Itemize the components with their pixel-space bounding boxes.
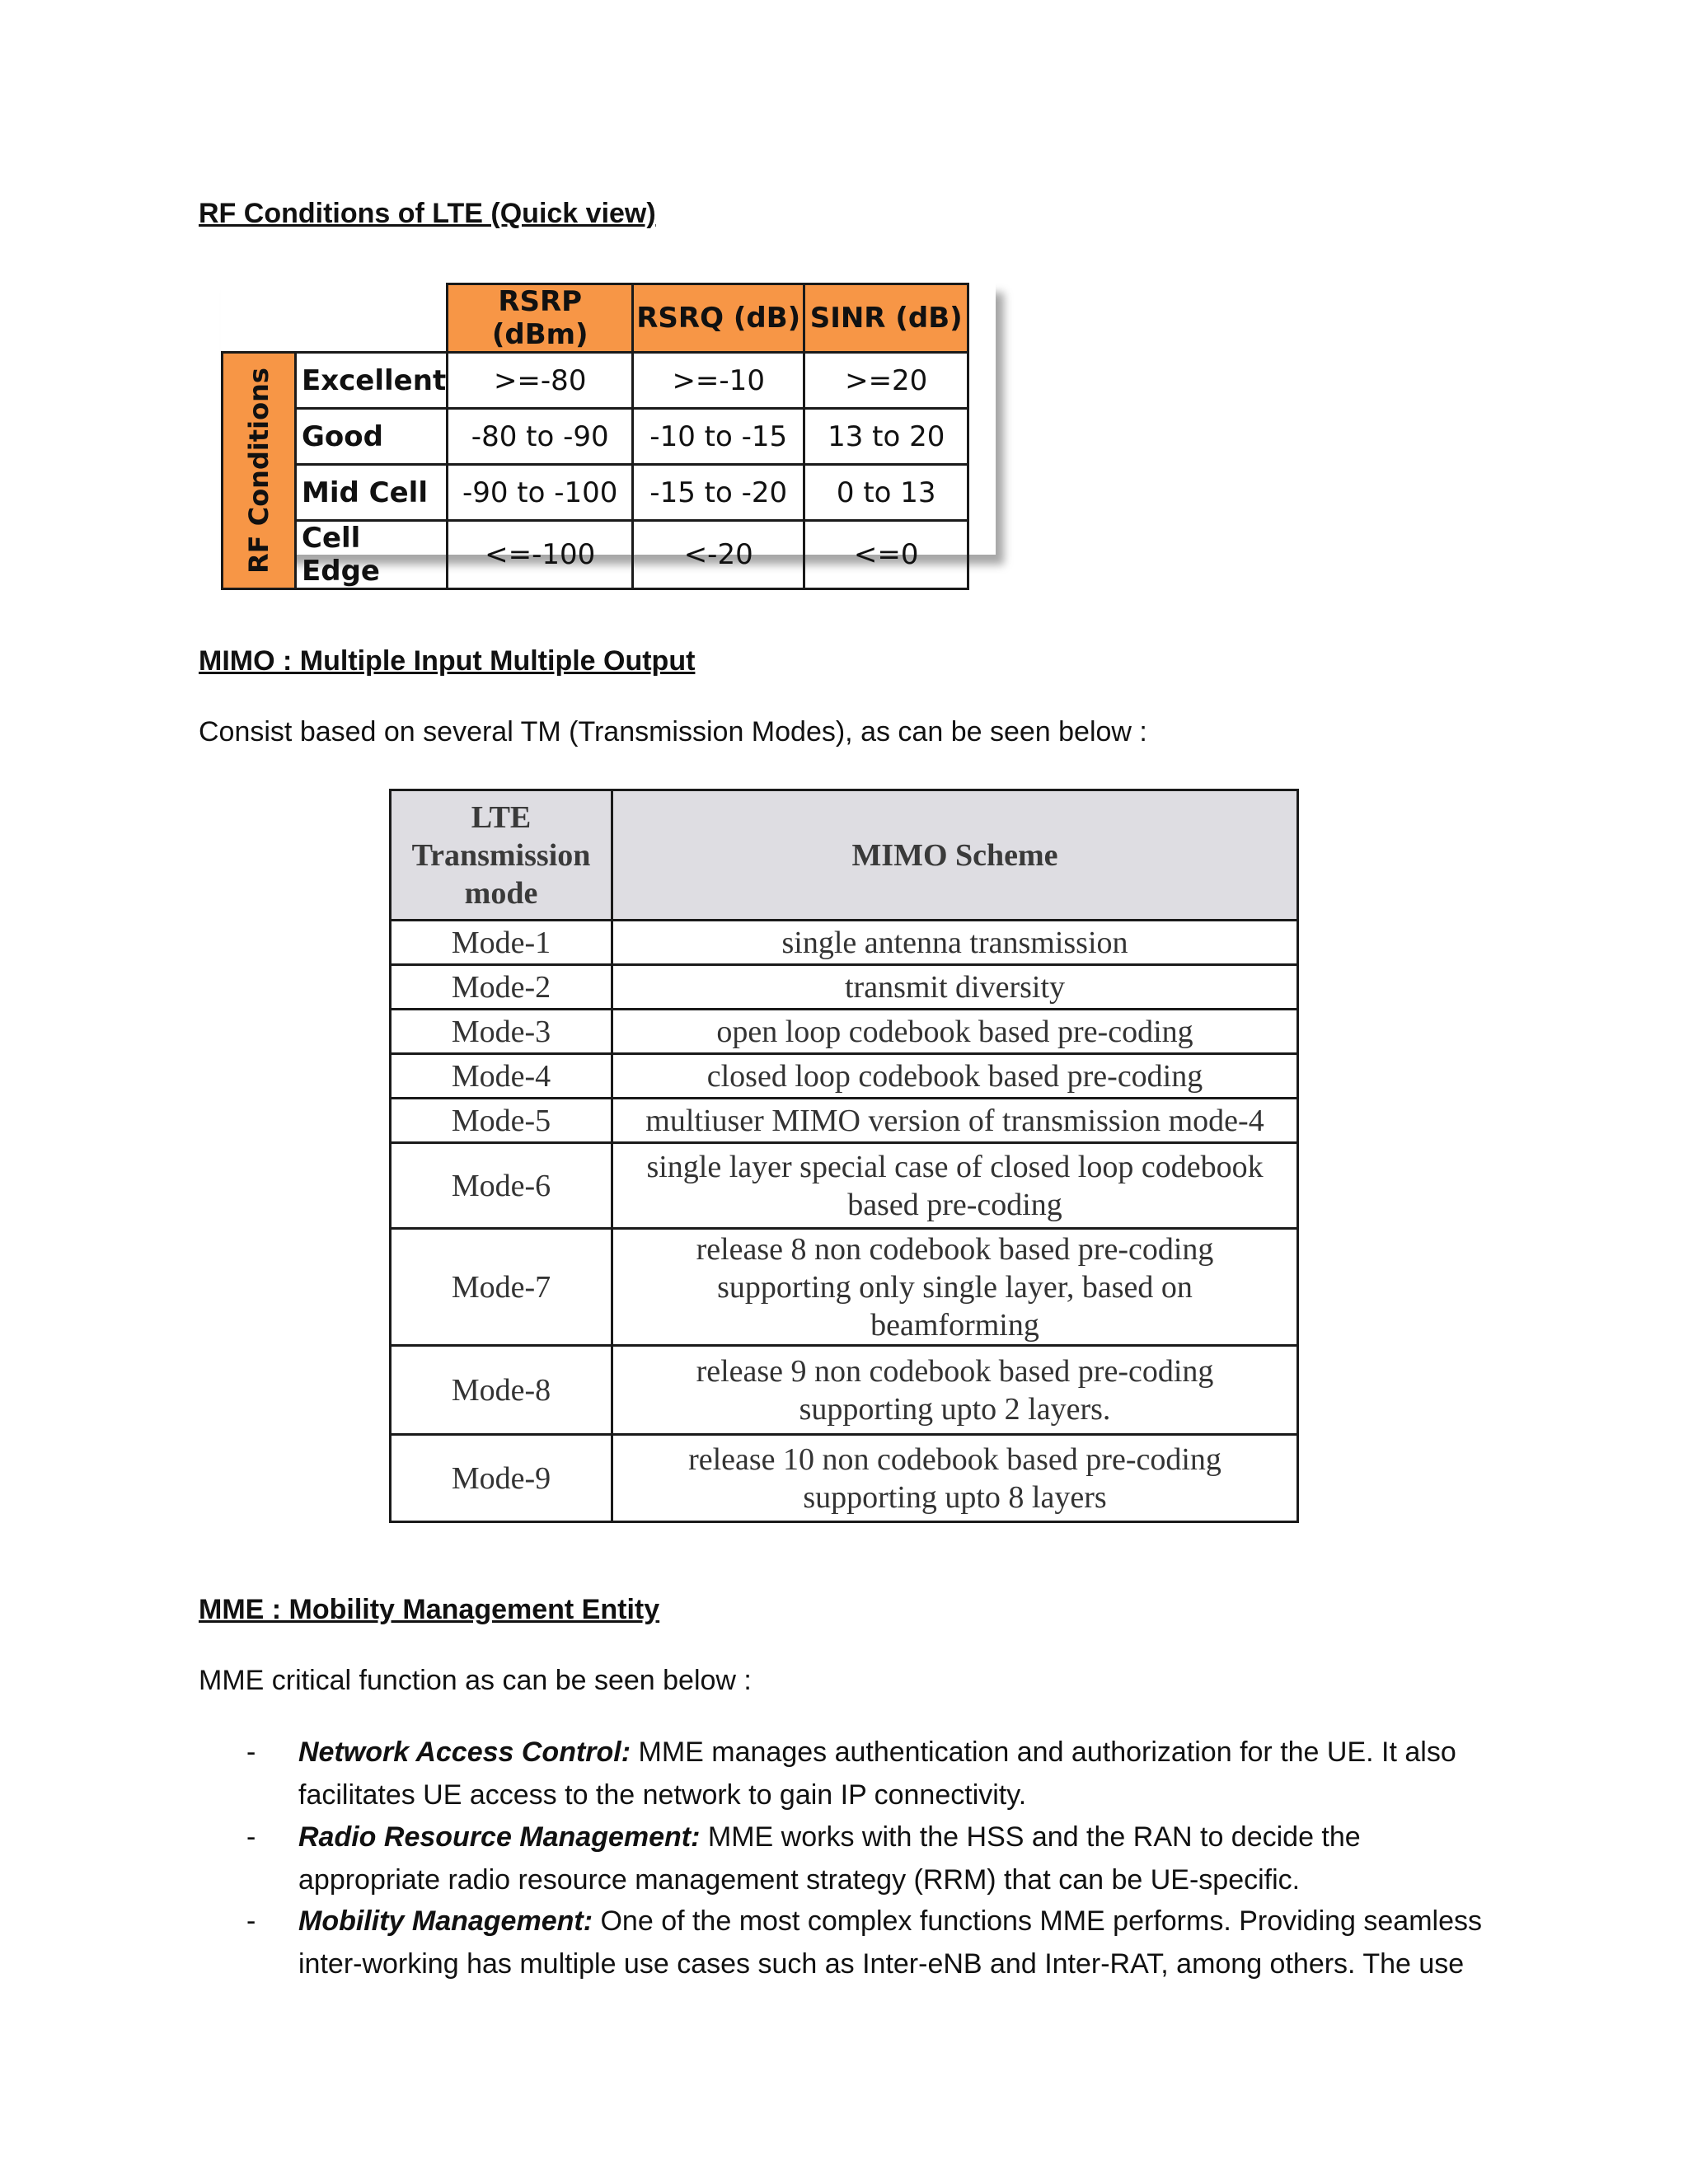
scheme-cell: release 10 non codebook based pre-coding supporting upto 8 layers bbox=[612, 1435, 1298, 1522]
rf-conditions-figure bbox=[221, 283, 996, 588]
rf-cell: >=-80 bbox=[448, 353, 633, 409]
mimo-heading: MIMO : Multiple Input Multiple Output bbox=[199, 645, 696, 677]
rf-row-label: Cell Edge bbox=[296, 521, 448, 589]
bullet-dash: - bbox=[246, 1905, 256, 1937]
table-row bbox=[391, 921, 1298, 965]
bullet-title: Network Access Control: bbox=[298, 1736, 631, 1768]
rf-row bbox=[223, 409, 968, 465]
mode-cell: Mode-1 bbox=[391, 921, 612, 965]
table-row bbox=[391, 1346, 1298, 1435]
rf-row-label: Excellent bbox=[296, 353, 448, 409]
rf-cell: 13 to 20 bbox=[804, 409, 968, 465]
list-item bbox=[199, 1816, 1484, 1901]
mme-heading: MME : Mobility Management Entity bbox=[199, 1594, 660, 1625]
mode-cell: Mode-7 bbox=[391, 1229, 612, 1346]
rf-cell: -15 to -20 bbox=[633, 465, 804, 521]
mode-cell: Mode-8 bbox=[391, 1346, 612, 1435]
rf-cell: <=0 bbox=[804, 521, 968, 589]
rf-cell: -10 to -15 bbox=[633, 409, 804, 465]
mimo-table bbox=[389, 789, 1299, 1523]
bullet-text: One of the most complex functions MME performs. Providing seamless inter-working has multiple use cases such as Inter-eNB and Inter-RAT, among others. The use bbox=[298, 1905, 1482, 1980]
bullet-dash: - bbox=[246, 1736, 256, 1768]
scheme-cell: release 9 non codebook based pre-coding supporting upto 2 layers. bbox=[612, 1346, 1298, 1435]
mimo-col-header-scheme: MIMO Scheme bbox=[612, 790, 1298, 921]
mme-intro: MME critical function as can be seen below : bbox=[199, 1665, 752, 1696]
list-item bbox=[199, 1900, 1484, 1985]
mode-cell: Mode-2 bbox=[391, 965, 612, 1010]
table-row bbox=[391, 1435, 1298, 1522]
rf-row bbox=[223, 465, 968, 521]
bullet-title: Radio Resource Management: bbox=[298, 1821, 701, 1853]
scheme-cell: single layer special case of closed loop codebook based pre-coding bbox=[612, 1143, 1298, 1229]
rf-heading: RF Conditions of LTE (Quick view) bbox=[199, 198, 656, 229]
scheme-cell: closed loop codebook based pre-coding bbox=[612, 1054, 1298, 1099]
rf-col-header: SINR (dB) bbox=[804, 284, 968, 353]
rf-cell: >=-10 bbox=[633, 353, 804, 409]
table-row bbox=[391, 965, 1298, 1010]
bullet-dash: - bbox=[246, 1821, 256, 1853]
scheme-cell: single antenna transmission bbox=[612, 921, 1298, 965]
mode-cell: Mode-9 bbox=[391, 1435, 612, 1522]
list-item bbox=[199, 1731, 1484, 1816]
rf-corner bbox=[223, 284, 448, 353]
mode-cell: Mode-5 bbox=[391, 1099, 612, 1143]
table-row bbox=[391, 1229, 1298, 1346]
rf-col-header: RSRQ (dB) bbox=[633, 284, 804, 353]
scheme-cell: open loop codebook based pre-coding bbox=[612, 1010, 1298, 1054]
mode-cell: Mode-6 bbox=[391, 1143, 612, 1229]
mimo-col-header-mode: LTE Transmission mode bbox=[391, 790, 612, 921]
rf-cell: <-20 bbox=[633, 521, 804, 589]
rf-cell: 0 to 13 bbox=[804, 465, 968, 521]
bullet-title: Mobility Management: bbox=[298, 1905, 593, 1937]
mode-cell: Mode-3 bbox=[391, 1010, 612, 1054]
rf-cell: >=20 bbox=[804, 353, 968, 409]
table-row bbox=[391, 1010, 1298, 1054]
rf-side-label: RF Conditions bbox=[223, 353, 296, 589]
rf-cell: <=-100 bbox=[448, 521, 633, 589]
rf-conditions-table bbox=[221, 283, 969, 590]
table-row bbox=[391, 1054, 1298, 1099]
scheme-cell: transmit diversity bbox=[612, 965, 1298, 1010]
rf-cell: -90 to -100 bbox=[448, 465, 633, 521]
rf-row bbox=[223, 353, 968, 409]
rf-col-header: RSRP (dBm) bbox=[448, 284, 633, 353]
mode-cell: Mode-4 bbox=[391, 1054, 612, 1099]
rf-row bbox=[223, 521, 968, 589]
table-row bbox=[391, 1143, 1298, 1229]
rf-cell: -80 to -90 bbox=[448, 409, 633, 465]
rf-row-label: Good bbox=[296, 409, 448, 465]
scheme-cell: release 8 non codebook based pre-coding supporting only single layer, based on beamforming bbox=[612, 1229, 1298, 1346]
bullet-text: MME manages authentication and authorization for the UE. It also facilitates UE access to the network to gain IP connectivity. bbox=[298, 1736, 1456, 1811]
scheme-cell: multiuser MIMO version of transmission mode-4 bbox=[612, 1099, 1298, 1143]
mimo-intro: Consist based on several TM (Transmission Modes), as can be seen below : bbox=[199, 716, 1147, 748]
rf-row-label: Mid Cell bbox=[296, 465, 448, 521]
table-row bbox=[391, 1099, 1298, 1143]
bullet-text: MME works with the HSS and the RAN to decide the appropriate radio resource management strategy (RRM) that can be UE-specific. bbox=[298, 1821, 1361, 1896]
